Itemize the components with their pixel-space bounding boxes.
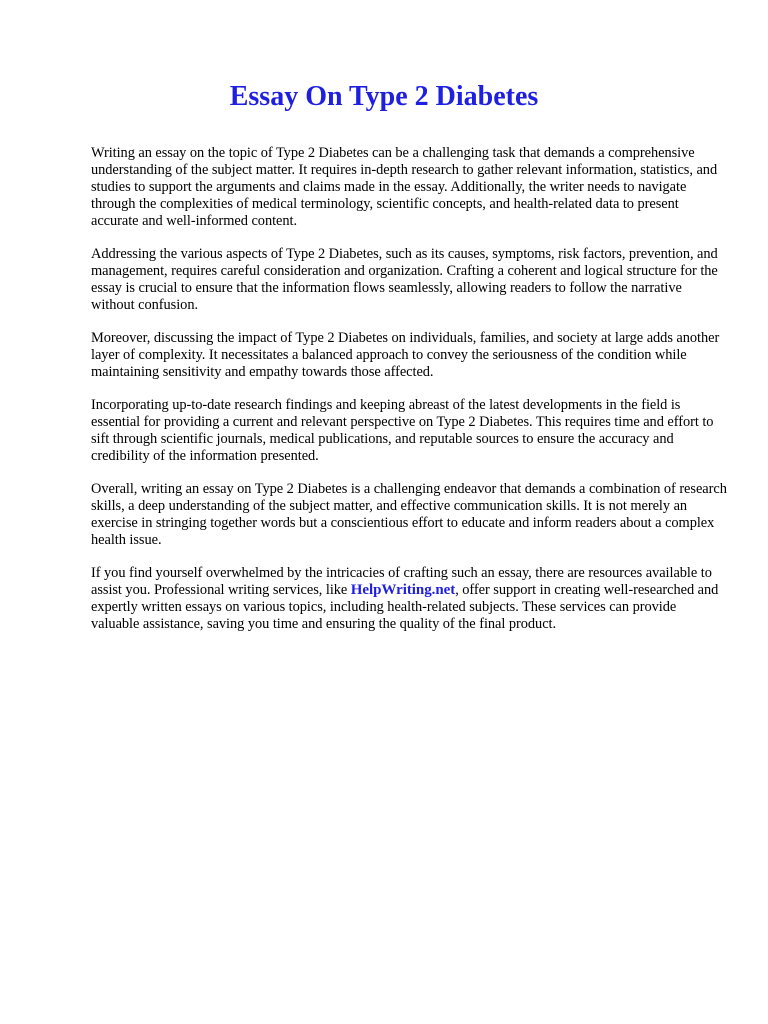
paragraph-1: Writing an essay on the topic of Type 2 Diabetes can be a challenging task that demands a comprehensive understanding of the subject matter. It requires in-depth research to gather relevant information, statistics, and studies to support the arguments and claims made in the essay. Additionally, the writer needs to navigate through the complexities of medical terminology, scientific concepts, and health-related data to present accurate and well-informed content. [91,145,718,229]
paragraph-2: Addressing the various aspects of Type 2 Diabetes, such as its causes, symptoms, risk factors, prevention, and management, requires careful consideration and organization. Crafting a coherent and logical structure for the essay is crucial to ensure that the information flows seamlessly, allowing readers to follow the narrative without confusion. [91,246,718,313]
paragraph-5: Overall, writing an essay on Type 2 Diabetes is a challenging endeavor that demands a combination of research skills, a deep understanding of the subject matter, and effective communication skills. It is not merely an exercise in stringing together words but a conscientious effort to educate and inform readers about a complex health issue. [91,481,727,548]
helpwriting-link[interactable]: HelpWriting.net [350,582,456,598]
paragraph-4: Incorporating up-to-date research findings and keeping abreast of the latest developments in the field is essential for providing a current and relevant perspective on Type 2 Diabetes. This requires time and effort to sift through scientific journals, medical publications, and reputable sources to ensure the accuracy and credibility of the information presented. [91,397,714,464]
paragraph-6 [91,565,727,633]
page-title: Essay On Type 2 Diabetes [229,81,539,112]
essay-body [91,145,727,649]
paragraph-6-after-link: , offer support in creating well-researched and expertly written essays on various topics, including health-related subjects. These services can provide valuable assistance, saving you time and ensuring the quality of the final product. [91,582,719,632]
paragraph-6-before-link: If you find yourself overwhelmed by the intricacies of crafting such an essay, there are resources available to assist you. Professional writing services, like [91,565,712,598]
paragraph-3: Moreover, discussing the impact of Type 2 Diabetes on individuals, families, and society at large adds another layer of complexity. It necessitates a balanced approach to convey the seriousness of the condition while maintaining sensitivity and empathy towards those affected. [91,330,720,380]
